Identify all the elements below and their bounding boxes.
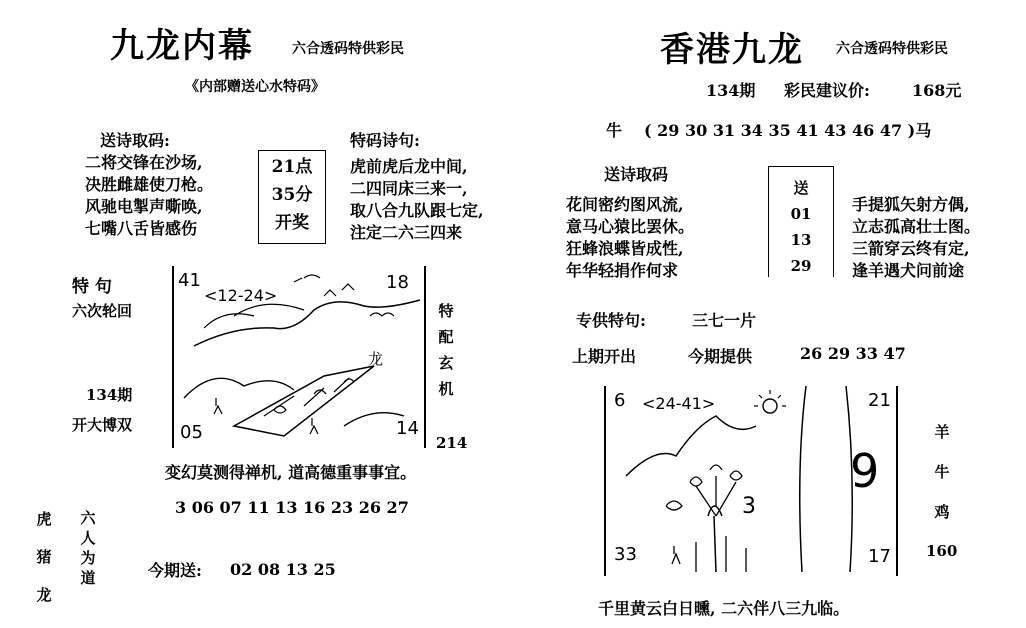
vchar: 六 — [80, 509, 96, 527]
sketch-number-bl: 05 — [180, 422, 203, 443]
tejv-text: 六次轮回 — [72, 302, 133, 320]
vchar: 道 — [80, 569, 96, 587]
time-minute: 35分 — [271, 185, 313, 205]
sketch-range: <24-41> — [642, 394, 716, 413]
poem-line: 注定二六三四来 — [350, 223, 463, 242]
left-subtitle: 《内部赠送心水特码》 — [185, 79, 325, 95]
left-tagline: 六合透码特供彩民 — [292, 41, 404, 57]
poem-line: 七嘴八舌皆感伤 — [85, 219, 198, 238]
sketch-number-br: 14 — [396, 418, 419, 439]
niu-label: 牛 — [606, 121, 623, 140]
vchar: 人 — [80, 529, 96, 547]
right-poem-heading: 送诗取码 — [604, 165, 669, 184]
poem-line: 决胜雌雄使刀枪。 — [85, 175, 214, 194]
left-saying: 变幻莫测得禅机, 道高德重事事宜。 — [165, 463, 417, 482]
poem-line: 立志孤高壮士图。 — [852, 217, 981, 236]
poem-line: 花间密约图风流, — [566, 195, 684, 214]
right-issue: 134期 — [706, 81, 756, 100]
sketch-dragon: 龙 — [368, 350, 384, 368]
vchar: 鸡 — [934, 503, 950, 521]
vchar: 特 — [438, 302, 454, 320]
sketch-big-number: 9 — [850, 444, 880, 498]
sketch-number-tl: 6 — [614, 390, 626, 411]
vchar: 机 — [438, 380, 454, 398]
vchar: 牛 — [934, 463, 950, 481]
time-hour: 21点 — [271, 157, 313, 177]
sketch-number-bl: 33 — [614, 544, 637, 565]
poem-line: 二四同床三来一, — [350, 179, 468, 198]
left-side-vertical — [436, 298, 456, 402]
poem-line: 年华轻捐作何求 — [566, 261, 679, 280]
sketch-number-br: 17 — [868, 546, 891, 567]
special-heading: 特码诗句: — [350, 131, 420, 150]
right-side-vertical — [932, 412, 952, 532]
send-box — [768, 166, 834, 277]
left-title: 九龙内幕 — [110, 26, 254, 66]
send-box-number: 01 — [790, 205, 812, 223]
draw-time-box — [258, 150, 326, 244]
right-title: 香港九龙 — [660, 30, 804, 70]
poem-line: 风驰电掣声嘶唤, — [85, 197, 203, 216]
right-poem — [566, 194, 694, 282]
send-box-title: 送 — [793, 179, 809, 197]
send-box-number: 29 — [790, 257, 812, 275]
price: 168元 — [912, 81, 962, 100]
right-saying: 千里黄云白日曛, 二六伴八三九临。 — [598, 599, 850, 618]
left-numbers: 3 06 07 11 13 16 23 26 27 — [175, 498, 409, 517]
niu-numbers: ( 29 30 31 34 35 41 43 46 47 )马 — [644, 121, 932, 140]
poem-line: 逢羊遇犬问前途 — [852, 261, 965, 280]
poem-line: 虎前虎后龙中间, — [350, 157, 468, 176]
zodiac-vertical — [34, 500, 54, 614]
vchar: 配 — [438, 328, 454, 346]
vchar: 羊 — [934, 423, 950, 441]
send-label: 今期送: — [148, 561, 202, 580]
poem-line: 意马心猿比罢休。 — [566, 217, 695, 236]
right-poem-2 — [852, 194, 980, 282]
special-poem — [350, 156, 484, 244]
special-label: 专供特句: — [576, 311, 646, 330]
price-label: 彩民建议价: — [784, 81, 870, 100]
time-draw: 开奖 — [275, 213, 309, 233]
vchar: 龙 — [36, 586, 52, 604]
send-box-number: 13 — [790, 231, 812, 249]
poem-line: 狂蜂浪蝶皆成性, — [566, 239, 684, 258]
right-sketch — [604, 386, 898, 576]
sketch-range: <12-24> — [204, 286, 278, 305]
sketch-number-tl: 41 — [178, 270, 201, 291]
vchar: 为 — [80, 549, 96, 567]
offer-numbers: 26 29 33 47 — [800, 344, 906, 363]
offer-label: 今期提供 — [688, 347, 753, 366]
period-label: 134期 — [86, 386, 133, 404]
tejv-label: 特 句 — [72, 277, 112, 297]
vchar: 虎 — [36, 510, 52, 528]
poem-line: 三箭穿云终有定, — [852, 239, 970, 258]
right-side-number: 160 — [926, 542, 958, 560]
poem-line: 手提狐矢射方偶, — [852, 195, 970, 214]
left-side-number: 214 — [436, 434, 468, 452]
left-poem — [85, 152, 213, 240]
period-text: 开大博双 — [72, 416, 133, 434]
vchar: 猪 — [36, 548, 52, 566]
last-label: 上期开出 — [572, 347, 637, 366]
poem-line: 二将交锋在沙场, — [85, 153, 203, 172]
send-numbers: 02 08 13 25 — [230, 560, 336, 579]
left-poem-heading: 送诗取码: — [100, 131, 170, 150]
six-vertical — [78, 508, 98, 588]
sketch-small-number: 3 — [742, 494, 756, 519]
poem-line: 取八合九队跟七定, — [350, 201, 484, 220]
left-sketch — [172, 266, 426, 448]
sketch-number-tr: 18 — [386, 272, 409, 293]
right-tagline: 六合透码特供彩民 — [836, 41, 948, 57]
vchar: 玄 — [438, 354, 454, 372]
special-text: 三七一片 — [692, 311, 757, 330]
sketch-number-tr: 21 — [868, 390, 891, 411]
